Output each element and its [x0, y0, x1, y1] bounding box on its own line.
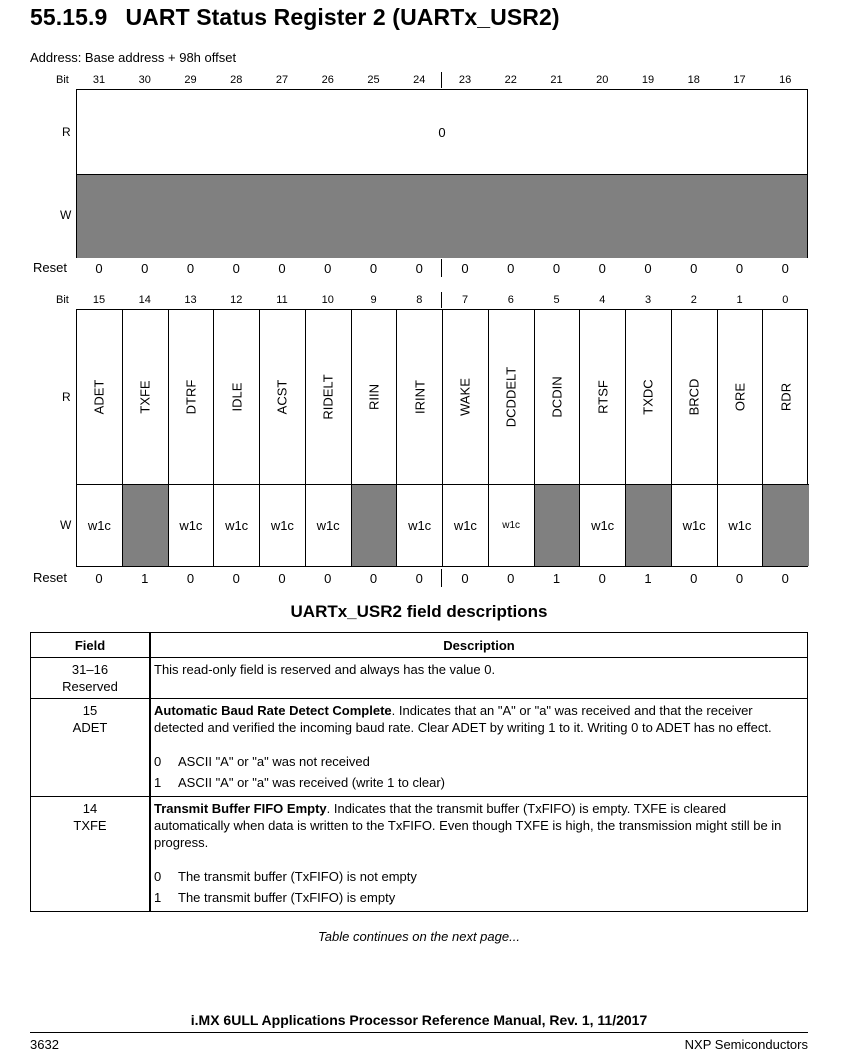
field-name: TXFE [73, 818, 107, 833]
section-number: 55.15.9 [30, 4, 108, 30]
field-write-reserved [626, 484, 672, 566]
bit-number: 6 [507, 294, 514, 306]
byte-separator [441, 72, 442, 88]
field-write-cell: w1c [169, 484, 215, 566]
lower-register-box [76, 309, 808, 567]
reset-value: 0 [324, 571, 332, 586]
register-address: Address: Base address + 98h offset [30, 50, 237, 65]
field-bits: 15 [82, 703, 98, 718]
bit-number: 21 [550, 74, 563, 86]
bit-number: 23 [458, 74, 472, 86]
field-name: ADET [72, 720, 108, 735]
field-name-label: DCDIN [549, 376, 565, 418]
field-read-cell [763, 310, 809, 484]
description-title: Automatic Baud Rate Detect Complete [154, 703, 392, 718]
reset-value: 0 [735, 261, 744, 276]
bit-number: 31 [92, 74, 106, 86]
value-item [154, 866, 803, 887]
footer-divider [30, 1032, 808, 1033]
byte-separator [441, 292, 442, 308]
field-write-cell: w1c [260, 484, 306, 566]
reset-value: 0 [278, 261, 286, 276]
field-name-label: TXDC [640, 379, 656, 415]
bit-number: 17 [733, 74, 746, 86]
field-write-reserved [123, 484, 169, 566]
bit-number: 4 [599, 294, 606, 306]
field-read-cell [214, 310, 260, 484]
write-row-label-upper: W [60, 208, 72, 222]
write-row-label-lower: W [60, 518, 72, 532]
description-cell [150, 797, 808, 912]
field-write-cell: w1c [77, 484, 123, 566]
bit-number: 20 [596, 74, 609, 86]
field-name-label: BRCD [686, 378, 702, 416]
field-write-cell: w1c [306, 484, 352, 566]
bit-number: 7 [461, 294, 469, 306]
section-title: UART Status Register 2 (UARTx_USR2) [125, 4, 560, 30]
field-read-cell [260, 310, 306, 484]
reset-value: 0 [186, 261, 195, 276]
reset-value: 0 [644, 261, 652, 276]
bit-number: 8 [416, 294, 423, 306]
field-write-cell: w1c [718, 484, 764, 566]
field-write-cell: w1c [443, 484, 489, 566]
value-text: ASCII "A" or "a" was not received [178, 754, 370, 769]
field-read-cell [535, 310, 581, 484]
field-name-label: RIDELT [320, 374, 336, 420]
bit-number: 16 [779, 74, 792, 86]
footer-title: i.MX 6ULL Applications Processor Reference Manual, Rev. 1, 11/2017 [190, 1012, 648, 1028]
field-write-reserved [352, 484, 398, 566]
bit-number: 9 [370, 294, 377, 306]
reset-value: 0 [95, 261, 103, 276]
read-row-label-upper: R [62, 125, 71, 139]
reset-label-lower: Reset [33, 570, 67, 585]
description-text: This read-only field is reserved and always has the value 0. [154, 662, 496, 677]
reset-value: 0 [781, 261, 789, 276]
reset-value: 0 [690, 571, 698, 586]
bit-number: 12 [230, 294, 243, 306]
reset-value: 0 [232, 571, 240, 586]
field-read-cell [77, 310, 123, 484]
value-list [154, 866, 803, 908]
reset-value: 0 [415, 571, 423, 586]
upper-write-reserved [77, 174, 807, 258]
value-code: 0 [154, 754, 162, 769]
bit-number: 2 [690, 294, 697, 306]
bit-number: 14 [138, 294, 151, 306]
bit-number: 13 [184, 294, 197, 306]
value-text: The transmit buffer (TxFIFO) is not empty [178, 869, 417, 884]
field-read-cell [443, 310, 489, 484]
bit-number: 28 [230, 74, 243, 86]
section-heading [30, 4, 560, 31]
upper-read-value: 0 [438, 124, 446, 140]
reset-value: 0 [461, 261, 469, 276]
value-text: ASCII "A" or "a" was received (write 1 to clear) [178, 775, 445, 790]
description-text: . Indicates that an "A" or "a" was received and that the receiver detected and verified the incoming baud rate. Clear ADET by writing 1 to it. Writing 0 to ADET has no effect. [154, 703, 772, 735]
description-cell [150, 658, 808, 699]
field-read-cell [397, 310, 443, 484]
table-title: UARTx_USR2 field descriptions [290, 602, 548, 621]
bit-number: 30 [138, 74, 151, 86]
field-read-cell [489, 310, 535, 484]
reset-value: 0 [369, 261, 378, 276]
reset-value: 0 [461, 571, 469, 586]
reset-value: 0 [781, 571, 789, 586]
bit-number: 25 [367, 74, 380, 86]
bit-label-upper: Bit [56, 74, 69, 86]
reset-value: 1 [552, 571, 561, 586]
description-text: . Indicates that the transmit buffer (TxFIFO) is empty. TXFE is cleared automatically when data is written to the TxFIFO. Even though TXFE is high, the transmission might still be in progress. [154, 801, 782, 850]
bit-number: 26 [321, 74, 334, 86]
bit-number: 0 [782, 294, 789, 306]
reset-value: 1 [141, 571, 149, 586]
reset-value: 0 [415, 261, 423, 276]
bit-label-lower: Bit [56, 294, 69, 306]
field-write-cell: w1c [397, 484, 443, 566]
field-bits: 14 [82, 801, 98, 816]
field-name-label: IDLE [229, 382, 245, 412]
field-cell [31, 699, 151, 797]
reset-value: 0 [141, 261, 149, 276]
bit-number: 10 [321, 294, 334, 306]
field-name-label: RIIN [366, 384, 382, 410]
field-write-reserved [763, 484, 809, 566]
bit-number: 29 [184, 74, 197, 86]
reset-label-upper: Reset [33, 260, 67, 275]
field-cell [31, 658, 151, 699]
value-text: The transmit buffer (TxFIFO) is empty [178, 890, 396, 905]
field-read-cell [672, 310, 718, 484]
bit-number: 19 [641, 74, 655, 86]
table-continues-note: Table continues on the next page... [318, 929, 520, 944]
field-name-label: TXFE [137, 380, 153, 414]
field-name-label: ORE [732, 382, 748, 412]
reset-value: 0 [690, 261, 698, 276]
table-row [31, 658, 808, 699]
reset-value: 0 [95, 571, 103, 586]
reset-value: 1 [644, 571, 652, 586]
field-descriptions-table [30, 632, 808, 912]
page-number: 3632 [30, 1037, 59, 1052]
field-name-label: ACST [274, 379, 290, 415]
bit-number: 22 [504, 74, 517, 86]
field-name-label: DCDDELT [503, 366, 519, 428]
field-cell [31, 797, 151, 912]
field-name-label: WAKE [457, 378, 473, 416]
value-item [154, 887, 803, 908]
byte-separator [441, 259, 442, 277]
field-name-label: DTRF [183, 379, 199, 415]
field-read-cell [718, 310, 764, 484]
field-name-label: ADET [91, 379, 107, 415]
field-write-cell: w1c [580, 484, 626, 566]
field-name-label: IRINT [412, 380, 428, 414]
upper-register-box [76, 89, 808, 258]
reset-value: 0 [369, 571, 378, 586]
bit-number: 27 [275, 74, 289, 86]
value-code: 1 [154, 775, 162, 790]
bit-number: 3 [644, 294, 652, 306]
field-column-header: Field [31, 633, 151, 658]
byte-separator [441, 569, 442, 587]
value-list [154, 751, 803, 793]
value-code: 1 [154, 890, 162, 905]
reset-value: 0 [324, 261, 332, 276]
field-write-cell: w1c [672, 484, 718, 566]
field-name-label: RTSF [595, 380, 611, 414]
field-read-cell [352, 310, 398, 484]
reset-value: 0 [735, 571, 744, 586]
description-column-header: Description [150, 633, 808, 658]
bit-number: 5 [553, 294, 560, 306]
field-read-cell [169, 310, 215, 484]
table-row [31, 699, 808, 797]
field-read-cell [580, 310, 626, 484]
bit-number: 24 [413, 74, 426, 86]
reset-value: 0 [232, 261, 240, 276]
bit-number: 18 [687, 74, 700, 86]
table-row [31, 797, 808, 912]
bit-number: 11 [276, 294, 288, 306]
field-read-cell [626, 310, 672, 484]
reset-value: 0 [278, 571, 286, 586]
value-code: 0 [154, 869, 162, 884]
field-read-cell [123, 310, 169, 484]
bit-number: 1 [736, 294, 743, 306]
reset-value: 0 [598, 261, 606, 276]
company-name: NXP Semiconductors [684, 1037, 808, 1052]
reset-value: 0 [552, 261, 561, 276]
field-read-cell [306, 310, 352, 484]
reset-value: 0 [507, 571, 515, 586]
field-name: Reserved [62, 679, 118, 694]
bit-number: 15 [92, 294, 106, 306]
table-header-row [31, 633, 808, 658]
read-row-label-lower: R [62, 390, 71, 404]
field-bits: 31–16 [71, 662, 109, 677]
description-cell [150, 699, 808, 797]
description-title: Transmit Buffer FIFO Empty [154, 801, 327, 816]
reset-value: 0 [598, 571, 606, 586]
value-item [154, 772, 803, 793]
reset-value: 0 [186, 571, 195, 586]
field-write-cell: w1c [489, 484, 535, 566]
field-name-label: RDR [778, 382, 794, 412]
field-write-reserved [535, 484, 581, 566]
reset-value: 0 [507, 261, 515, 276]
field-write-cell: w1c [214, 484, 260, 566]
value-item [154, 751, 803, 772]
